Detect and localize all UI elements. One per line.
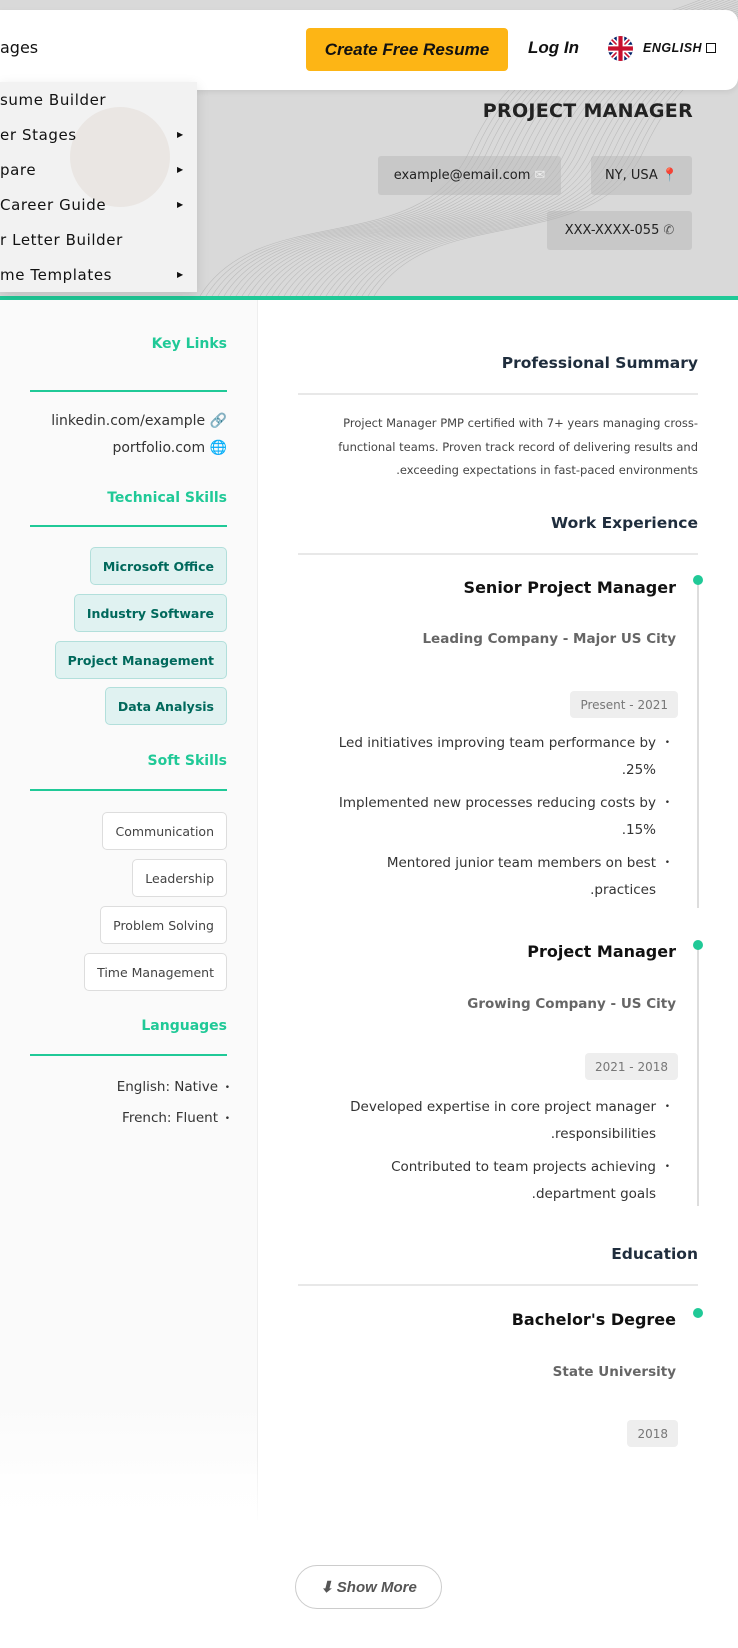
linkedin-link[interactable] — [51, 413, 227, 429]
soft-skill-chip: Time Management — [84, 953, 227, 991]
soft-skill-chip: Communication — [102, 812, 227, 850]
link-icon: 🔗 — [209, 413, 227, 429]
professional-summary-heading: Professional Summary — [501, 354, 698, 372]
soft-skills-heading: Soft Skills — [147, 753, 227, 769]
work-experience-heading: Work Experience — [551, 514, 698, 532]
menu-item[interactable] — [0, 82, 197, 117]
job-dates: 2021 - 2018 — [585, 1053, 678, 1080]
job-title: Senior Project Manager — [463, 578, 676, 597]
show-more-button[interactable] — [295, 1565, 442, 1609]
globe-icon: 🌐 — [209, 440, 227, 456]
menu-item-label: er Stages — [0, 125, 77, 144]
location-text: NY, USA — [604, 168, 658, 183]
job-title-heading: PROJECT MANAGER — [482, 100, 693, 122]
job-bullet: • Developed expertise in core project manager .responsibilities — [350, 1099, 670, 1142]
technical-skills-heading: Technical Skills — [107, 490, 227, 506]
submenu-arrow-icon: ▶ — [177, 200, 184, 209]
job-bullet: • Implemented new processes reducing costs by .15% — [338, 795, 670, 838]
portfolio-link[interactable] — [112, 440, 227, 456]
summary-line: functional teams. Proven track record of delivering results and — [338, 439, 698, 454]
key-links-heading: Key Links — [151, 336, 227, 352]
divider — [30, 390, 227, 392]
job-bullet: • Led initiatives improving team performance by .25% — [338, 735, 670, 778]
envelope-icon: ✉ — [534, 168, 546, 183]
timeline-dot — [693, 1308, 703, 1318]
job-title: Project Manager — [527, 942, 676, 961]
location-chip — [591, 156, 692, 195]
job-company: Growing Company - US City — [467, 996, 676, 1012]
skill-chip: Data Analysis — [105, 687, 227, 725]
submenu-arrow-icon: ▶ — [177, 130, 184, 139]
summary-line: .exceeding expectations in fast-paced environments — [396, 463, 698, 477]
education-heading: Education — [611, 1245, 698, 1263]
email-chip[interactable] — [378, 156, 561, 195]
email-text: example@email.com — [393, 168, 531, 183]
language-selector[interactable]: ENGLISH — [643, 41, 703, 55]
school-name: State University — [552, 1364, 676, 1380]
language-item: French: Fluent • — [122, 1110, 218, 1126]
create-free-resume-button[interactable]: Create Free Resume — [306, 28, 508, 71]
soft-skill-chip: Problem Solving — [100, 906, 227, 944]
timeline-dot — [693, 940, 703, 950]
phone-icon: ✆ — [663, 223, 675, 238]
job-dates: Present - 2021 — [570, 691, 678, 718]
menu-item[interactable] — [0, 117, 197, 152]
job-bullet: • Mentored junior team members on best .practices — [386, 855, 670, 898]
divider — [298, 1284, 698, 1286]
menu-item-label: me Templates — [0, 265, 113, 284]
skill-chip: Industry Software — [74, 594, 227, 632]
link-text: portfolio.com — [112, 440, 206, 456]
skill-chip: Microsoft Office — [90, 547, 227, 585]
language-item: English: Native • — [117, 1079, 218, 1095]
phone-text: XXX-XXXX-055 — [564, 223, 660, 238]
divider — [30, 525, 227, 527]
login-link[interactable]: Log In — [528, 38, 579, 57]
divider — [30, 1054, 227, 1056]
submenu-arrow-icon: ▶ — [177, 270, 184, 279]
degree-title: Bachelor's Degree — [511, 1310, 676, 1329]
menu-item[interactable] — [0, 222, 197, 257]
menu-item[interactable] — [0, 152, 197, 187]
divider — [298, 553, 698, 555]
menu-item-label: pare — [0, 160, 37, 179]
menu-item-label: Career Guide — [0, 195, 107, 214]
education-year: 2018 — [627, 1420, 678, 1447]
summary-line: Project Manager PMP certified with 7+ years managing cross- — [343, 416, 698, 430]
summary-text — [278, 412, 698, 483]
menu-item-label: sume Builder — [0, 90, 107, 109]
menu-item[interactable] — [0, 257, 197, 292]
soft-skill-chip: Leadership — [132, 859, 227, 897]
link-text: linkedin.com/example — [51, 413, 206, 429]
uk-flag-icon[interactable] — [608, 36, 633, 61]
arrow-down-icon: ⬇ — [320, 1579, 333, 1596]
job-company: Leading Company - Major US City — [422, 631, 676, 647]
nav-pages-menu[interactable]: ages — [0, 38, 39, 57]
timeline-line — [697, 580, 699, 908]
phone-chip[interactable] — [547, 211, 692, 250]
languages-heading: Languages — [141, 1018, 227, 1034]
menu-item-label: r Letter Builder — [0, 230, 123, 249]
fade-overlay — [0, 1456, 738, 1526]
divider — [298, 393, 698, 395]
job-bullet: • Contributed to team projects achieving .department goals — [391, 1159, 670, 1202]
submenu-arrow-icon: ▶ — [177, 165, 184, 174]
skill-chip: Project Management — [55, 641, 227, 679]
show-more-label: Show More — [336, 1578, 417, 1596]
dropdown-box-icon[interactable] — [706, 43, 716, 53]
pages-dropdown-menu — [0, 82, 197, 292]
divider — [30, 789, 227, 791]
menu-item[interactable] — [0, 187, 197, 222]
timeline-line — [697, 945, 699, 1206]
pin-icon: 📍 — [661, 168, 679, 183]
timeline-dot — [693, 575, 703, 585]
